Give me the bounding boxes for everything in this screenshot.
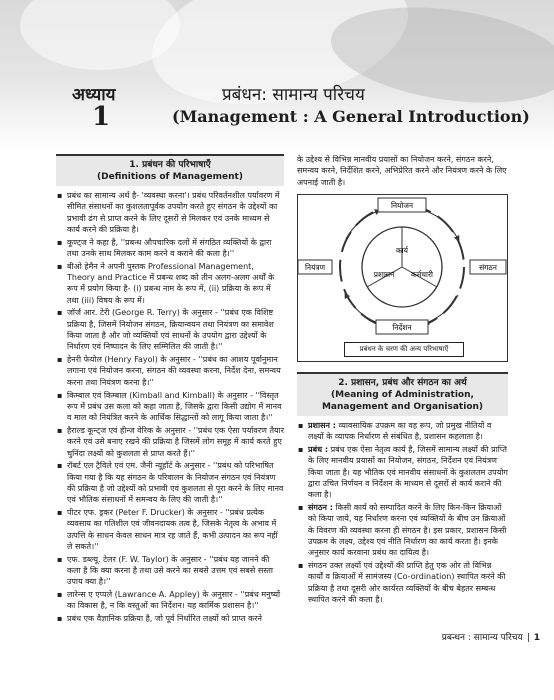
stage-left-label: नियंत्रण <box>304 262 326 272</box>
center-left-label: प्रशासन <box>373 269 395 279</box>
left-column <box>56 154 284 626</box>
footer-title: प्रबन्धन : सामान्य परिचय <box>441 633 523 643</box>
list-item: ▪ एफ. डब्ल्यू. टेलर (F. W. Taylor) के अनुसार - ''प्रबंध यह जानने की कला है कि क्या करना है तथा उसे करने का सबसे उत्तम एवं सबसे सस्ता उपाय क्या है।'' <box>56 554 284 588</box>
chapter-title-english: (Management : A General Introduction) <box>172 107 530 126</box>
management-cycle-diagram <box>297 194 508 362</box>
section1-heading-hindi: 1. प्रबंधन की परिभाषाएँ <box>129 160 211 170</box>
list-item <box>297 502 508 558</box>
list-item: ▪ कूण्ट्ज ने कहा है, ''प्रबन्ध औपचारिक दलों में संगठित व्यक्तियों के द्वारा तथा उनके साथ मिलकर काम करने व कराने की कला है।'' <box>56 237 284 260</box>
list-item: ▪ बीओ हेमैन ने अपनी पुस्तक Professional Management, Theory and Practice में प्रबन्ध शब्द को तीन अलग-अलग अर्थों के रूप में प्रयोग किया है- (i) प्रबन्ध नाम के रूप में, (ii) प्रक्रिया के रूप में तथा (iii) विषय के रूप में। <box>56 261 284 306</box>
section2-heading <box>297 372 508 416</box>
cycle-graphic <box>298 195 507 361</box>
chapter-title-hindi: प्रबंधन: सामान्य परिचय <box>222 85 365 105</box>
page-footer <box>442 630 540 643</box>
term-text: किसी कार्य को सम्पादित करने के लिए किन-किन क्रियाओं को किया जाये, यह निर्धारण करना एवं व्यक्तियों के बीच उन क्रियाओं के विवरण की व्यवस्था करना ही संगठन है। इस प्रकार, प्रशासन किसी उपक्रम के लक्ष्य, उद्देश्य एवं नीति निर्धारण का कार्य करता है। इनके अनुसार कार्य करवाना प्रबंध का दायित्व है। <box>308 502 507 558</box>
list-item: ▪ लारेन्स ए एप्पले (Lawrance A. Appley) के अनुसार - ''प्रबंध मनुष्यों का विकास है, न कि वस्तुओं का निर्देशन। यह कार्मिक प्रशासन है।'' <box>56 589 284 612</box>
list-item: ▪ प्रबंध का सामान्य अर्थ है- 'व्यवस्था करना'। प्रबंध परिवर्तनशील पर्यावरण में सीमित संसाधनों का कुशलतापूर्वक उपयोग करते हुए संगठन के उद्देश्यों का प्रभावी ढंग से प्राप्त करने के लिए दूसरों से मिलकर एवं उनके माध्यम से कार्य करने की प्रक्रिया है। <box>56 190 284 235</box>
term-label: प्रशासन : <box>308 420 336 430</box>
continued-paragraph: के उद्देश्य से विभिन्न मानवीय प्रयासों का नियोजन करने, संगठन करने, समन्वय करने, निर्देशित करने, अभिप्रेरित करने और नियंत्रण करने के लिए अपनाई जाती है। <box>297 155 507 187</box>
meaning-list <box>297 420 508 605</box>
list-item: ▪ पीटर एफ. ड्रकर (Peter F. Drucker) के अनुसार - ''प्रबंध प्रत्येक व्यवसाय का गतिशील एवं जीवनदायक तत्व है, जिसके नेतृत्व के अभाव में उत्पत्ति के साधन केवल साधन मात्र रह जाते हैं, कभी उत्पादन का रूप नहीं ले सकते।'' <box>56 507 284 552</box>
list-item: ▪ जॉर्ज आर. टेरी (George R. Terry) के अनुसार - ''प्रबंध एक विशिष्ट प्रक्रिया है, जिसमें नियोजन संगठन, क्रियान्वयन तथा नियंत्रण का समावेश किया जाता है और जो व्यक्तियों एवं साधनों के उपयोग द्वारा उद्देश्यों के निर्धारण एवं निष्पादन के लिए सम्मिलित की जाती है।'' <box>56 307 284 352</box>
header-banner <box>0 0 554 150</box>
center-top-label: कार्य <box>395 245 409 255</box>
stage-bottom-label: निर्देशन <box>392 322 412 332</box>
list-item: ▪ किम्बाल एवं किम्बाल (Kimball and Kimball) के अनुसार - ''विस्तृत रूप में प्रबंध उस कला को कहा जाता है, जिसके द्वारा किसी उद्योग में मानव व माल को नियंत्रित करने के आर्थिक सिद्धान्तों को लागू किया जाता है।'' <box>56 390 284 424</box>
term-label: प्रबंध : <box>308 444 329 454</box>
section2-heading-hindi: 2. प्रशासन, प्रबंध और संगठन का अर्थ <box>338 377 467 388</box>
center-right-label: कर्मचारी <box>411 269 433 279</box>
section2-heading-english: (Meaning of Administration, Management and Organisation) <box>321 389 484 412</box>
term-text: प्रबंध एक ऐसा नेतृत्व कार्य है, जिसमें सामान्य लक्ष्यों की प्राप्ति के लिए मानवीय प्रयासों का नियोजन, संगठन, निर्देशन एवं नियंत्रण किया जाता है। यह भौतिक एवं मानवीय संसाधनों के कुशलतम उपयोग द्वारा उचित निर्णयन व निर्देशन के माध्यम से दूसरों से कार्य कराने की कला है। <box>308 444 508 500</box>
list-item <box>297 444 508 500</box>
page-number: 1 <box>533 633 540 643</box>
term-label: संगठन : <box>308 502 333 512</box>
term-text: व्यावसायिक उपक्रम का वह रूप, जो प्रमुख नीतियों व लक्ष्यों के व्यापक निर्धारण से संबंधित है, प्रशासन कहलाता है। <box>308 420 492 442</box>
footer-divider <box>528 633 529 642</box>
stage-right-label: संगठन <box>479 262 497 272</box>
stage-top-label: नियोजन <box>390 200 414 210</box>
right-column <box>297 154 508 607</box>
term-text: संगठन उक्त लक्ष्यों एवं उद्देश्यों की प्राप्ति हेतु एक ओर तो विभिन्न कार्यों व क्रियाओं में सामंजस्य (Co-ordination) स्थापित करने की प्रक्रिया है तथा दूसरी ओर कार्यरत व्यक्तियों के बीच बेहतर सम्बन्ध स्थापित करने की कला है। <box>308 560 506 604</box>
list-item: ▪ हेनरी फेयोल (Henry Fayol) के अनुसार - ''प्रबंध का आशय पूर्वानुमान लगाना एवं नियोजन करना, संगठन की व्यवस्था करना, निर्देश देना, समन्वय करना तथा नियंत्रण करना है।'' <box>56 354 284 388</box>
chapter-number: 1 <box>92 102 111 132</box>
diagram-caption: प्रबंधन के चरण की अन्य परिभाषाएँ <box>344 342 464 357</box>
section1-heading <box>56 154 284 186</box>
list-item: ▪ प्रबंध एक वैज्ञानिक प्रक्रिया है, जो पूर्व निर्धारित लक्ष्यों को प्राप्त करने <box>56 613 284 624</box>
chapter-label: अध्याय <box>72 85 116 105</box>
list-item: ▪ रॉबर्ट एल ट्रैविले एवं एम. जैनी न्यूहॉर्ट के अनुसार - ''प्रबंध को परिभाषित किया गया है कि यह संगठन के परिवालन के नियोजन संगठन एवं नियंत्रण की प्रक्रिया है जो उद्देश्यों को प्रभावी एवं कुशलता से पूरा करने के लिए मानव एवं भौतिक संसाधनों में समन्वय के लिए की जाती है।'' <box>56 460 284 505</box>
definitions-list <box>56 190 284 624</box>
list-item <box>297 420 508 443</box>
list-item <box>297 560 508 605</box>
list-item: ▪ हैराल्ड कून्ट्ज एवं हीन्ज वेरिक के अनुसार - ''प्रबंध एक ऐसा पर्यावरण तैयार करने एवं उसे बनाए रखने की प्रक्रिया है जिसमें लोग समूह में कार्य करते हुए चुनिंदा लक्ष्यों को कुशलता से प्राप्त करते हैं।'' <box>56 425 284 459</box>
section1-heading-english: (Definitions of Management) <box>97 172 243 182</box>
